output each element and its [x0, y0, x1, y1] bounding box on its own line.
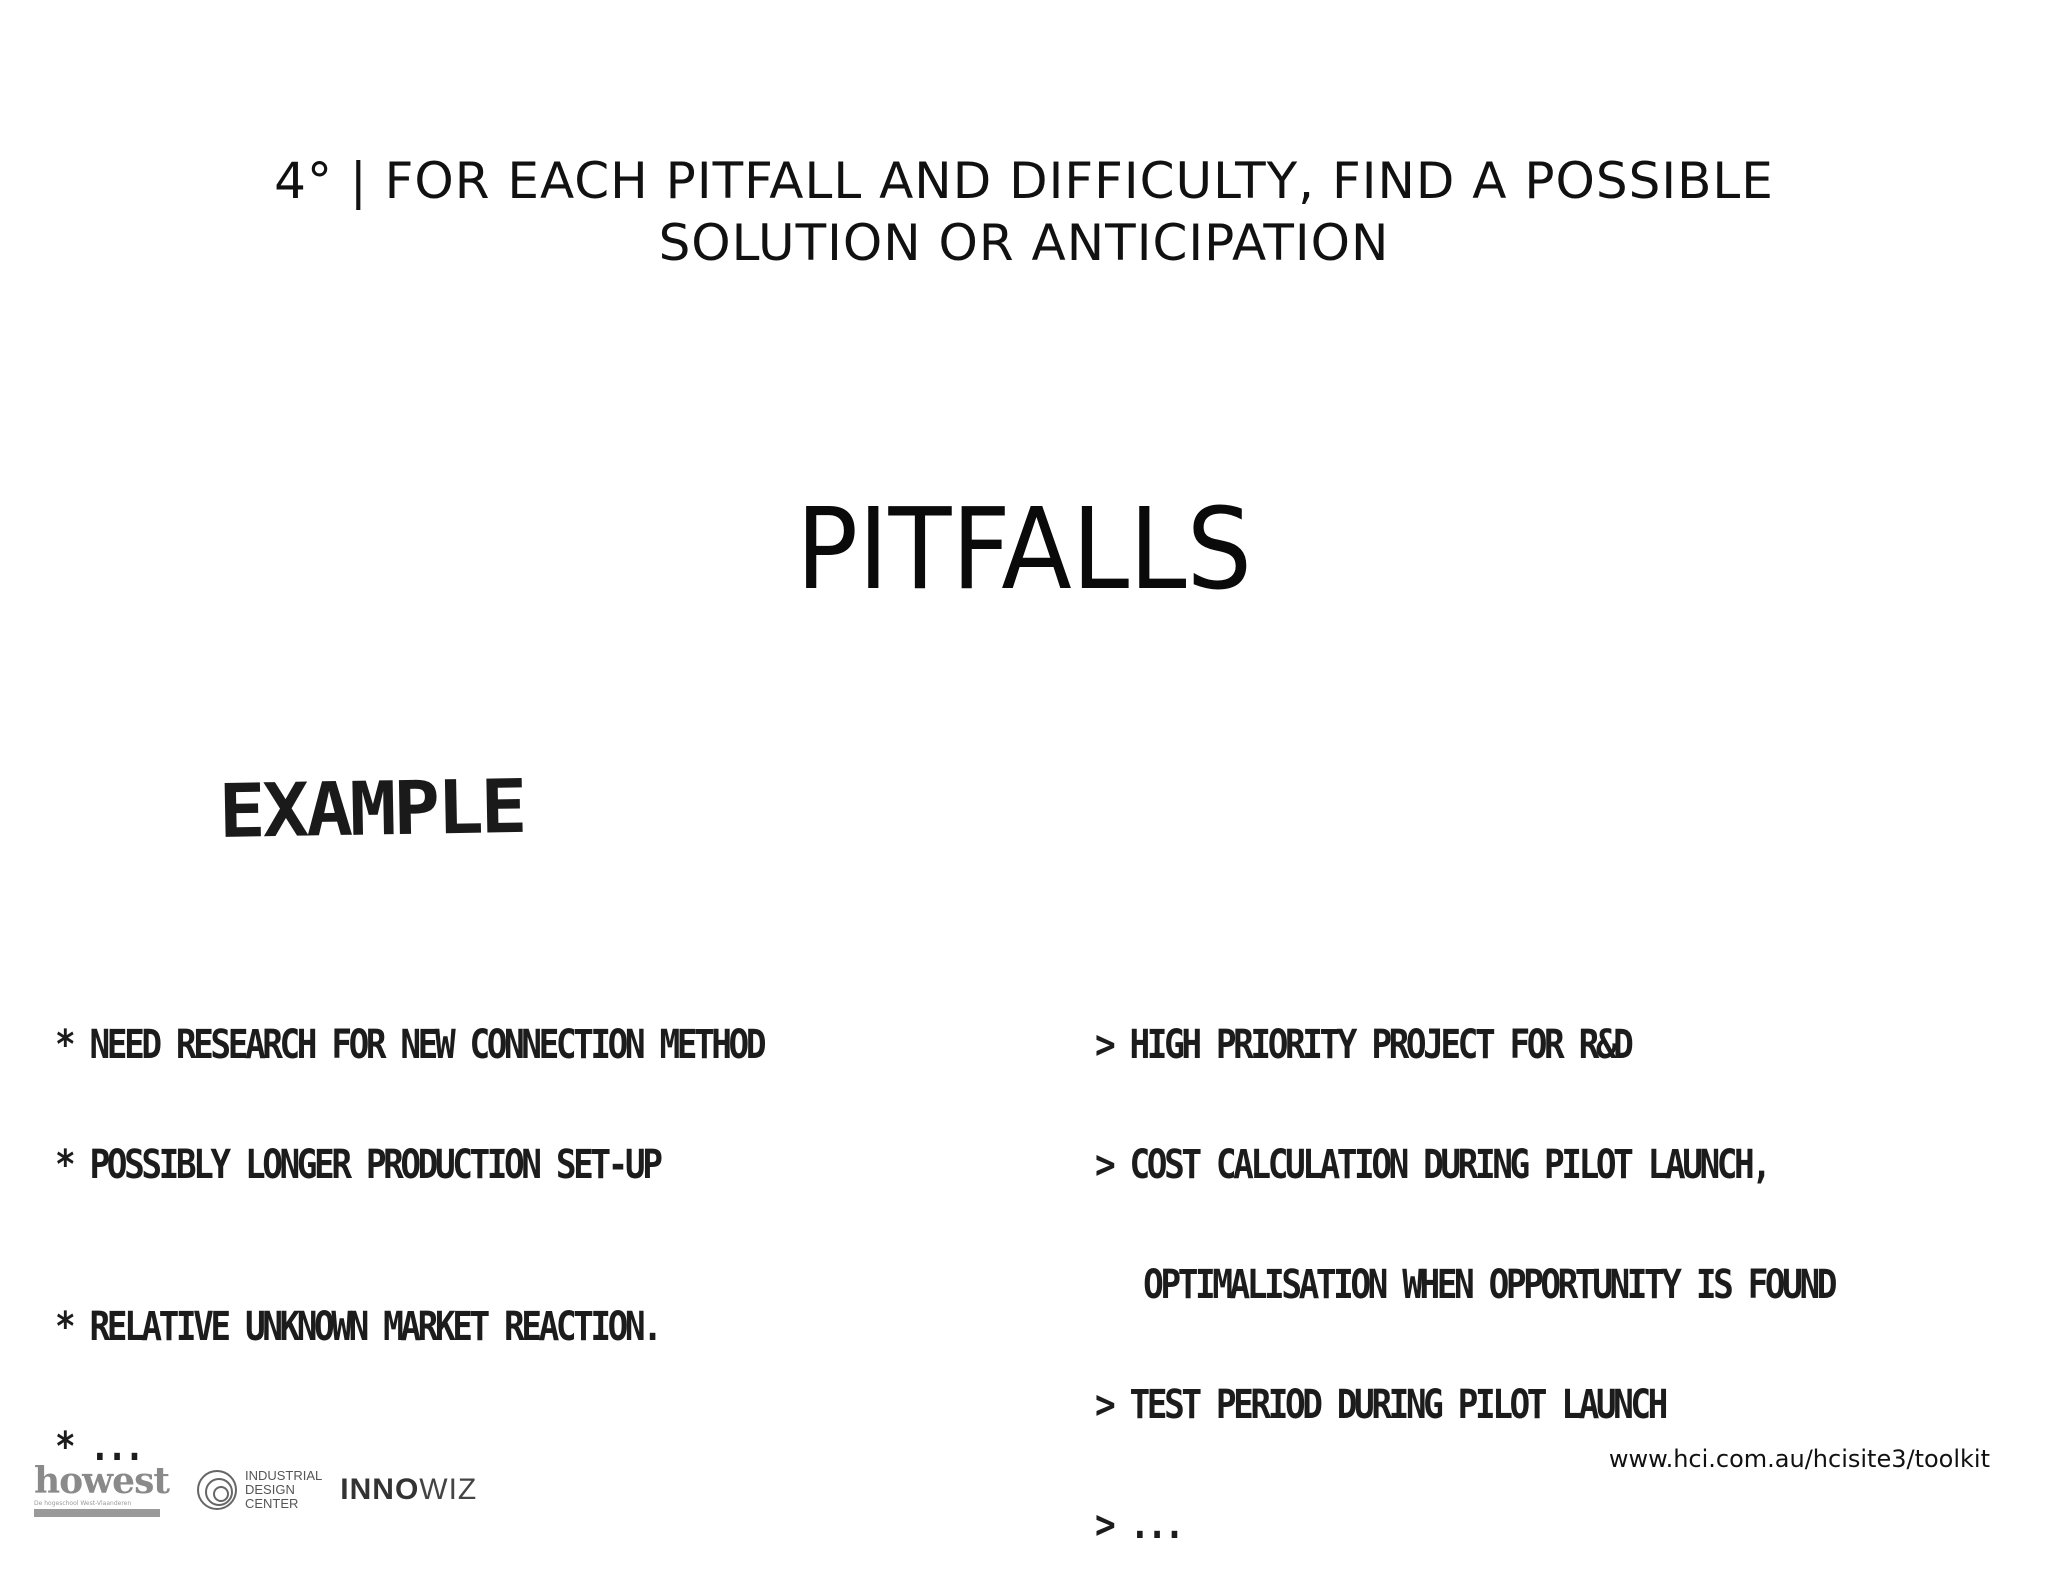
footer-url: www.hci.com.au/hcisite3/toolkit	[1608, 1445, 1990, 1473]
solution-item: > ...	[1095, 1502, 1182, 1548]
idc-line: CENTER	[244, 1496, 299, 1511]
example-label: EXAMPLE	[217, 763, 525, 855]
solution-item: > TEST PERIOD DURING PILOT LAUNCH	[1095, 1382, 1665, 1428]
solution-item-continuation: OPTIMALISATION WHEN OPPORTUNITY IS FOUND	[1143, 1262, 1834, 1308]
instruction-line-1: 4° | FOR EACH PITFALL AND DIFFICULTY, FIND A POSSIBLE	[274, 152, 1774, 210]
idc-text	[245, 1469, 322, 1511]
howest-logo	[34, 1459, 169, 1517]
innowiz-bold: INNO	[340, 1473, 420, 1506]
idc-line: INDUSTRIAL	[244, 1468, 323, 1483]
innowiz-logo	[340, 1473, 477, 1507]
innowiz-light: WIZ	[419, 1473, 478, 1506]
howest-underline	[34, 1509, 160, 1517]
pitfall-item: * RELATIVE UNKNOWN MARKET REACTION.	[55, 1304, 660, 1350]
idc-swirl-icon	[195, 1468, 239, 1512]
howest-tagline: De hogeschool West-Vlaanderen	[34, 1499, 132, 1507]
instruction-line-2: SOLUTION OR ANTICIPATION	[658, 214, 1390, 272]
solution-item: > COST CALCULATION DURING PILOT LAUNCH,	[1095, 1142, 1769, 1188]
page-title: PITFALLS	[795, 485, 1252, 615]
pitfall-item: * ...	[55, 1424, 142, 1470]
pitfall-item: * NEED RESEARCH FOR NEW CONNECTION METHOD	[55, 1022, 764, 1068]
pitfalls-list	[55, 945, 1055, 1507]
howest-wordmark: howest	[34, 1459, 169, 1502]
idc-line: DESIGN	[244, 1482, 295, 1497]
solutions-list	[1095, 945, 2035, 1585]
industrial-design-center-logo	[195, 1468, 322, 1512]
footer-logos	[34, 1460, 477, 1520]
pitfall-item: * POSSIBLY LONGER PRODUCTION SET-UP	[55, 1142, 660, 1188]
solution-item: > HIGH PRIORITY PROJECT FOR R&D	[1095, 1022, 1631, 1068]
slide-instruction	[200, 150, 1848, 274]
